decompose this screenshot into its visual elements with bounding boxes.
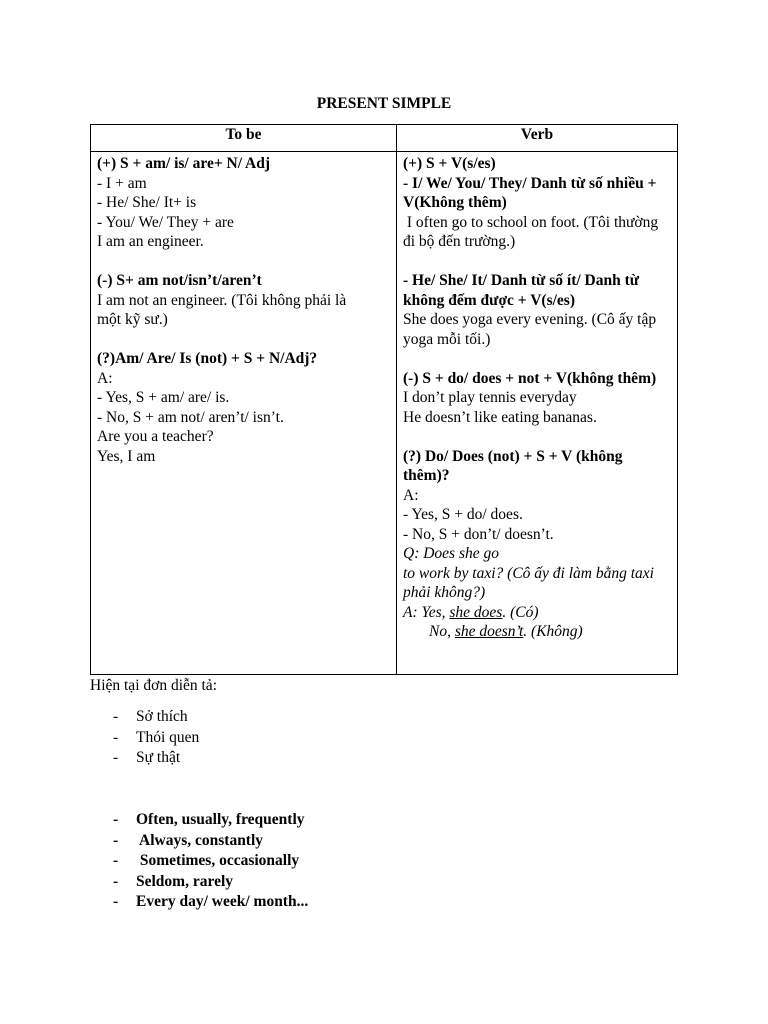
tobe-question-line: - Yes, S + am/ are/ is. [97, 389, 230, 406]
dash-marker: - [113, 708, 119, 725]
list-item [113, 892, 308, 913]
verb-negative-example: He doesn’t like eating bananas. [403, 408, 597, 426]
tobe-negative-example: một kỹ sư.) [97, 311, 168, 328]
answer-no-underlined: she doesn’t [454, 623, 524, 640]
verb-question-line: A: [403, 486, 419, 504]
tobe-negative-example: I am not an engineer. (Tôi không phải là [97, 291, 347, 309]
list-item [113, 872, 308, 893]
verb-plural-rule: V(Không thêm) [403, 194, 507, 211]
verb-question-rule: thêm)? [403, 467, 450, 484]
verb-cell [397, 152, 678, 675]
tobe-positive-line: - I + am [97, 174, 147, 192]
verb-negative-example: I don’t play tennis everyday [403, 389, 577, 406]
tobe-positive-rule: (+) S + am/ is/ are+ N/ Adj [97, 155, 271, 172]
list-item [113, 748, 199, 769]
verb-plural-rule: - I/ We/ You/ They/ Danh từ số nhiều + [403, 174, 657, 192]
dash-marker: - [113, 893, 119, 910]
list-item-text: Often, usually, frequently [136, 811, 305, 828]
list-item-text: Sở thích [136, 708, 188, 725]
dash-marker: - [113, 872, 119, 890]
verb-singular-example: She does yoga every evening. (Cô ấy tập [403, 311, 657, 328]
list-item-text: Every day/ week/ month... [136, 893, 309, 910]
verb-answer-no [403, 622, 671, 642]
uses-list [113, 707, 199, 769]
dash-marker: - [113, 852, 119, 869]
grammar-table [90, 124, 678, 675]
tobe-question-line: A: [97, 369, 113, 387]
dash-marker: - [113, 811, 119, 828]
list-item [113, 728, 199, 749]
tobe-question-line: - No, S + am not/ aren’t/ isn’t. [97, 408, 284, 426]
verb-singular-rule: - He/ She/ It/ Danh từ số ít/ Danh từ [403, 272, 640, 289]
header-to-be: To be [91, 125, 397, 152]
verb-plural-example: đi bộ đến trường.) [403, 233, 516, 250]
verb-singular-example: yoga mỗi tối.) [403, 330, 491, 348]
verb-question-line: - No, S + don’t/ doesn’t. [403, 525, 554, 543]
list-item [113, 851, 308, 872]
tobe-positive-line: - He/ She/ It+ is [97, 194, 197, 211]
verb-negative-rule: (-) S + do/ does + not + V(không thêm) [403, 369, 657, 387]
answer-no-prefix: No, [429, 623, 455, 640]
verb-answer-yes [403, 603, 671, 623]
answer-yes-suffix: . (Có) [502, 603, 539, 621]
header-verb: Verb [397, 125, 678, 152]
table-header-row [91, 125, 678, 152]
dash-marker: - [113, 749, 119, 766]
tobe-negative-rule: (-) S+ am not/isn’t/aren’t [97, 272, 262, 289]
list-item [113, 707, 199, 728]
verb-positive-rule: (+) S + V(s/es) [403, 155, 496, 172]
tobe-positive-example: I am an engineer. [97, 233, 204, 250]
tobe-question-rule: (?)Am/ Are/ Is (not) + S + N/Adj? [97, 350, 318, 367]
list-item-text: Sự thật [136, 749, 181, 766]
adverbs-list [113, 810, 308, 913]
tobe-positive-line: - You/ We/ They + are [97, 213, 234, 231]
uses-intro: Hiện tại đơn diễn tả: [90, 677, 217, 694]
verb-question-example: phải không?) [403, 584, 486, 601]
verb-question-example: to work by taxi? (Cô ấy đi làm bằng taxi [403, 564, 654, 582]
list-item-text: Sometimes, occasionally [136, 852, 300, 869]
list-item [113, 810, 308, 831]
tobe-question-example: Yes, I am [97, 447, 156, 465]
list-item [113, 831, 308, 852]
list-item-text: Seldom, rarely [136, 872, 234, 890]
dash-marker: - [113, 728, 119, 746]
verb-question-rule: (?) Do/ Does (not) + S + V (không [403, 447, 623, 465]
verb-question-line: - Yes, S + do/ does. [403, 506, 523, 523]
page-title: PRESENT SIMPLE [316, 95, 452, 112]
answer-yes-prefix: A: Yes, [403, 603, 450, 621]
tobe-question-example: Are you a teacher? [97, 428, 214, 445]
answer-no-suffix: . (Không) [523, 623, 583, 640]
answer-yes-underlined: she does [449, 603, 503, 621]
list-item-text: Thói quen [136, 728, 200, 746]
dash-marker: - [113, 831, 119, 849]
verb-singular-rule: không đếm được + V(s/es) [403, 291, 575, 309]
verb-plural-example: I often go to school on foot. (Tôi thường [403, 213, 659, 231]
table-row [91, 152, 678, 675]
to-be-cell [91, 152, 397, 675]
list-item-text: Always, constantly [136, 831, 264, 849]
verb-question-example: Q: Does she go [403, 545, 499, 562]
